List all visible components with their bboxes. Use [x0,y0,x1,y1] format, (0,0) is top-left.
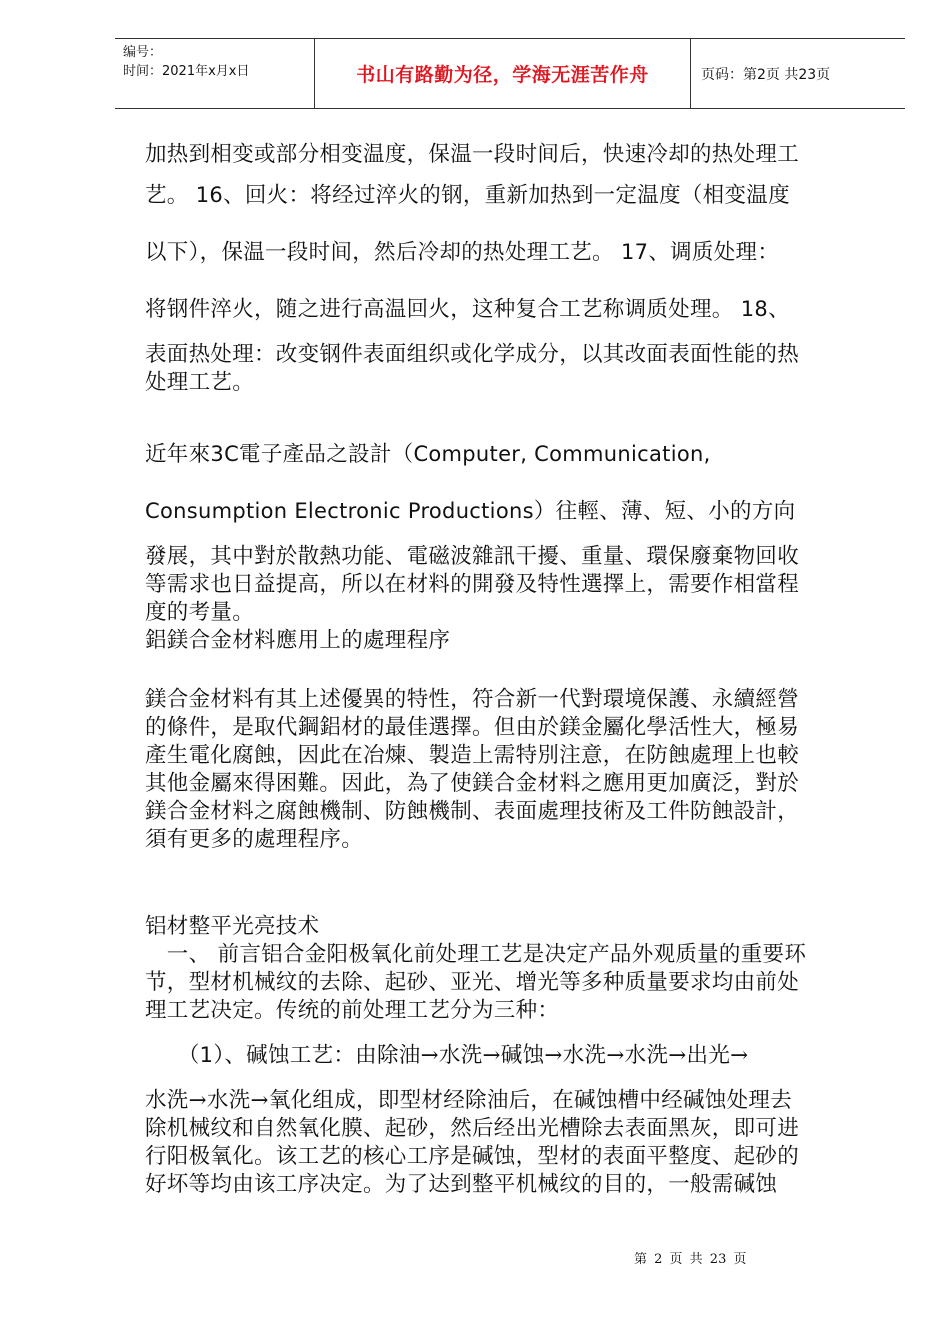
text-line: 将钢件淬火，随之进行高温回火，这种复合工艺称调质处理。 18、 [145,297,790,322]
text-line: 等需求也日益提高，所以在材料的開發及特性選擇上，需要作相當程 [145,572,800,597]
date-label: 时间：2021年x月x日 [123,64,250,79]
text-line: 鎂合金材料之腐蝕機制、防蝕機制、表面處理技術及工件防蝕設計， [145,799,800,824]
page-header [115,38,905,109]
text-line: 表面热处理：改变钢件表面组织或化学成分，以其改面表面性能的热 [145,342,800,367]
text-line: 艺。 16、回火：将经过淬火的钢，重新加热到一定温度（相变温度 [145,183,790,208]
text-line: 水洗→水洗→氧化组成，即型材经除油后，在碱蚀槽中经碱蚀处理去 [145,1088,793,1113]
text-line: 的條件，是取代鋼鋁材的最佳選擇。但由於鎂金屬化學活性大，極易 [145,715,800,740]
header-page-info: 页码：第2页 共23页 [701,66,831,83]
text-line: 發展，其中對於散熱功能、電磁波雜訊干擾、重量、環保廢棄物回收 [145,544,800,569]
text-line: 节，型材机械纹的去除、起砂、亚光、增光等多种质量要求均由前处 [145,970,800,995]
text-line: 以下），保温一段时间，然后冷却的热处理工艺。 17、调质处理： [145,240,780,265]
text-line: 其他金屬來得困難。因此，為了使鎂合金材料之應用更加廣泛，對於 [145,771,800,796]
text-line: 理工艺决定。传统的前处理工艺分为三种： [145,998,560,1023]
section-heading: 铝材整平光亮技术 [145,914,320,939]
header-motto: 书山有路勤为径，学海无涯苦作舟 [315,39,691,108]
text-line: 近年來3C電子產品之設計（Computer, Communication, [145,442,711,467]
text-line: （1）、碱蚀工艺：由除油→水洗→碱蚀→水洗→水洗→出光→ [145,1043,749,1068]
text-line: 好坏等均由该工序决定。为了达到整平机械纹的目的，一般需碱蚀 [145,1172,778,1197]
header-meta [115,39,315,108]
text-line: 加热到相变或部分相变温度，保温一段时间后，快速冷却的热处理工 [145,142,800,167]
text-line: 產生電化腐蝕，因此在冶煉、製造上需特別注意，在防蝕處理上也較 [145,743,800,768]
serial-number-label: 编号： [123,45,163,60]
page-footer: 第 2 页 共 23 页 [634,1252,747,1267]
text-line: 須有更多的處理程序。 [145,827,364,852]
text-line: 除机械纹和自然氧化膜、起砂，然后经出光槽除去表面黑灰，即可进 [145,1116,800,1141]
text-line: 度的考量。 [145,600,255,625]
text-line: 处理工艺。 [145,370,255,395]
section-heading: 鋁鎂合金材料應用上的處理程序 [145,628,451,653]
text-line: 行阳极氧化。该工艺的核心工序是碱蚀，型材的表面平整度、起砂的 [145,1144,800,1169]
text-line: 鎂合金材料有其上述優異的特性，符合新一代對環境保護、永續經營 [145,687,800,712]
text-line: 一、 前言铝合金阳极氧化前处理工艺是决定产品外观质量的重要环 [145,942,807,967]
text-line: Consumption Electronic Productions）往輕、薄、短、小的方向 [145,499,796,524]
